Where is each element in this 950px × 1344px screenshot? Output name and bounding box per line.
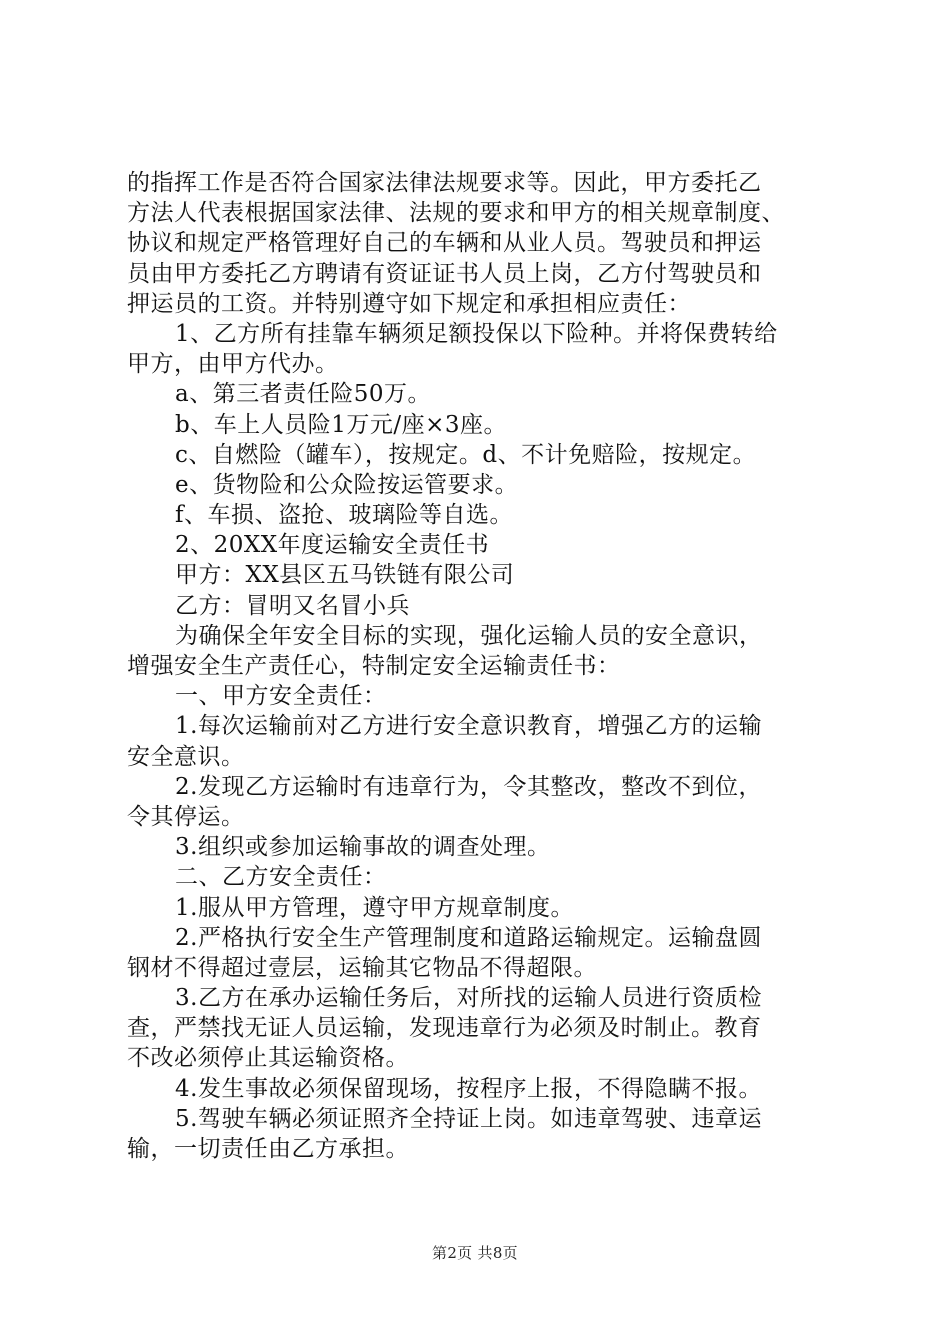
text-line: 乙方：冒明又名冒小兵	[175, 592, 410, 619]
text-line: a、第三者责任险50万。	[175, 381, 431, 408]
text-line: e、货物险和公众险按运管要求。	[175, 471, 519, 498]
text-line: c、自燃险（罐车），按规定。d、不计免赔险，按规定。	[175, 441, 757, 468]
text-line: 5.驾驶车辆必须证照齐全持证上岗。如违章驾驶、违章运	[175, 1105, 762, 1132]
text-line: 押运员的工资。并特别遵守如下规定和承担相应责任：	[127, 290, 691, 317]
text-line: 为确保全年安全目标的实现，强化运输人员的安全意识，	[175, 622, 763, 649]
text-line: 协议和规定严格管理好自己的车辆和从业人员。驾驶员和押运	[127, 230, 762, 257]
text-line: 3.乙方在承办运输任务后，对所找的运输人员进行资质检	[175, 985, 762, 1012]
text-line: 4.发生事故必须保留现场，按程序上报，不得隐瞒不报。	[175, 1075, 762, 1102]
text-line: 1、乙方所有挂靠车辆须足额投保以下险种。并将保费转给	[175, 320, 778, 347]
text-line: 不改必须停止其运输资格。	[127, 1045, 409, 1072]
text-line: 的指挥工作是否符合国家法律法规要求等。因此，甲方委托乙	[127, 170, 762, 196]
text-line: 甲方，由甲方代办。	[127, 351, 339, 378]
text-line: 输，一切责任由乙方承担。	[127, 1136, 409, 1162]
text-line: 安全意识。	[127, 743, 245, 770]
text-line: 员由甲方委托乙方聘请有资证证书人员上岗，乙方付驾驶员和	[127, 260, 762, 287]
text-line: 甲方：XX县区五马铁链有限公司	[175, 562, 515, 589]
text-line: 3.组织或参加运输事故的调查处理。	[175, 834, 551, 861]
text-line: 2、20XX年度运输安全责任书	[175, 532, 490, 559]
text-line: f、车损、盗抢、玻璃险等自选。	[175, 502, 514, 529]
page-footer: 第2页 共8页	[432, 1244, 518, 1262]
document-body	[127, 168, 837, 1164]
text-line: b、车上人员险1万元/座×3座。	[175, 411, 508, 438]
text-line: 1.服从甲方管理，遵守甲方规章制度。	[175, 894, 574, 921]
text-line: 二、乙方安全责任：	[175, 864, 387, 891]
text-line: 一、甲方安全责任：	[175, 683, 387, 710]
text-line: 钢材不得超过壹层，运输其它物品不得超限。	[127, 954, 597, 981]
text-line: 2.严格执行安全生产管理制度和道路运输规定。运输盘圆	[175, 924, 762, 951]
text-line: 方法人代表根据国家法律、法规的要求和甲方的相关规章制度、	[127, 200, 785, 227]
text-line: 2.发现乙方运输时有违章行为，令其整改，整改不到位，	[175, 773, 762, 800]
text-line: 令其停运。	[127, 803, 245, 830]
text-line: 增强安全生产责任心，特制定安全运输责任书：	[127, 653, 621, 679]
text-line: 查，严禁找无证人员运输，发现违章行为必须及时制止。教育	[127, 1015, 762, 1042]
text-line: 1.每次运输前对乙方进行安全意识教育，增强乙方的运输	[175, 713, 762, 740]
